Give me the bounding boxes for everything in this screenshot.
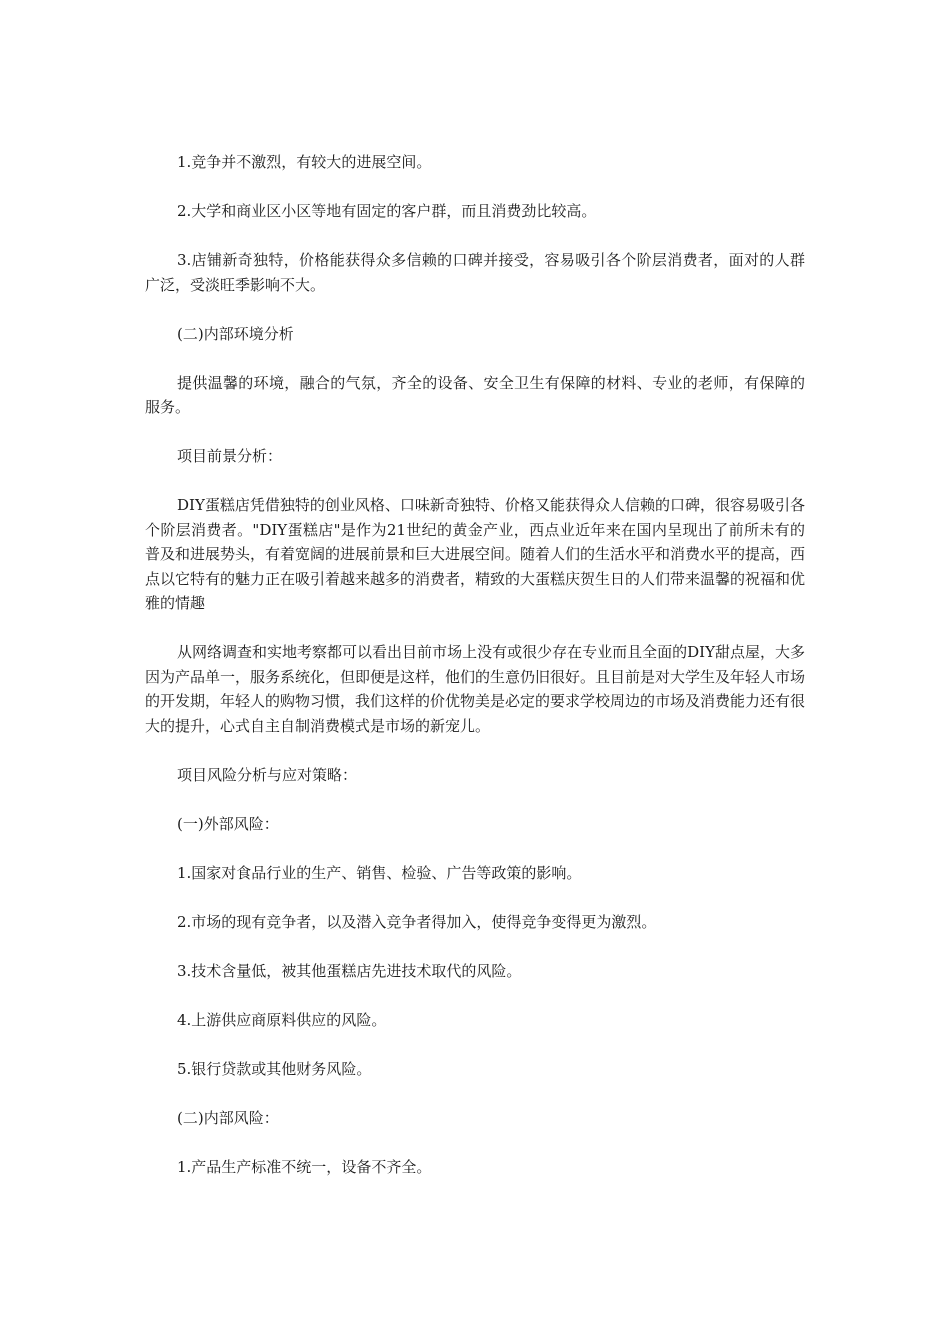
document-body xyxy=(145,150,805,1204)
list-item-external-risk-3: 3.技术含量低，被其他蛋糕店先进技术取代的风险。 xyxy=(177,961,522,980)
list-item-internal-risk-1: 1.产品生产标准不统一，设备不齐全。 xyxy=(177,1157,432,1176)
paragraph-market-survey: 从网络调查和实地考察都可以看出目前市场上没有或很少存在专业而且全面的DIY甜点屋，大多因为产品单一，服务系统化，但即便是这样，他们的生意仍旧很好。且目前是对大学生及年轻人市场的开发期，年轻人的购物习惯，我们这样的价优物美是必定的要求学校周边的市场及消费能力还有很大的提升，心式自主自制消费模式是市场的新宠儿。 xyxy=(145,643,806,735)
paragraph-prospects: DIY蛋糕店凭借独特的创业风格、口味新奇独特、价格又能获得众人信赖的口碑，很容易吸引各个阶层消费者。"DIY蛋糕店"是作为21世纪的黄金产业，西点业近年来在国内呈现出了前所未有的普及和进展势头，有着宽阔的进展前景和巨大进展空间。随着人们的生活水平和消费水平的提高，西点以它特有的魅力正在吸引着越来越多的消费者，精致的大蛋糕庆贺生日的人们带来温馨的祝福和优雅的情趣 xyxy=(145,496,806,612)
heading-external-risks: (一)外部风险： xyxy=(177,814,279,833)
heading-risk-analysis: 项目风险分析与应对策略： xyxy=(177,765,358,784)
heading-project-prospects: 项目前景分析： xyxy=(177,447,283,465)
list-item-external-risk-2: 2.市场的现有竞争者，以及潜入竞争者得加入，使得竞争变得更为激烈。 xyxy=(177,912,657,931)
paragraph-competition: 1.竞争并不激烈，有较大的进展空间。 xyxy=(177,153,432,171)
list-item-external-risk-4: 4.上游供应商原料供应的风险。 xyxy=(177,1010,387,1029)
heading-internal-risks: (二)内部风险： xyxy=(177,1108,279,1127)
paragraph-customer-base: 2.大学和商业区小区等地有固定的客户群，而且消费劲比较高。 xyxy=(177,202,597,220)
list-item-external-risk-1: 1.国家对食品行业的生产、销售、检验、广告等政策的影响。 xyxy=(177,863,582,882)
list-item-external-risk-5: 5.银行贷款或其他财务风险。 xyxy=(177,1059,372,1078)
heading-internal-environment: (二)内部环境分析 xyxy=(177,324,294,343)
paragraph-environment: 提供温馨的环境，融合的气氛，齐全的设备、安全卫生有保障的材料、专业的老师，有保障的服务。 xyxy=(145,373,805,416)
paragraph-store-novelty: 3.店铺新奇独特，价格能获得众多信赖的口碑并接受，容易吸引各个阶层消费者，面对的人群广泛，受淡旺季影响不大。 xyxy=(145,251,805,294)
